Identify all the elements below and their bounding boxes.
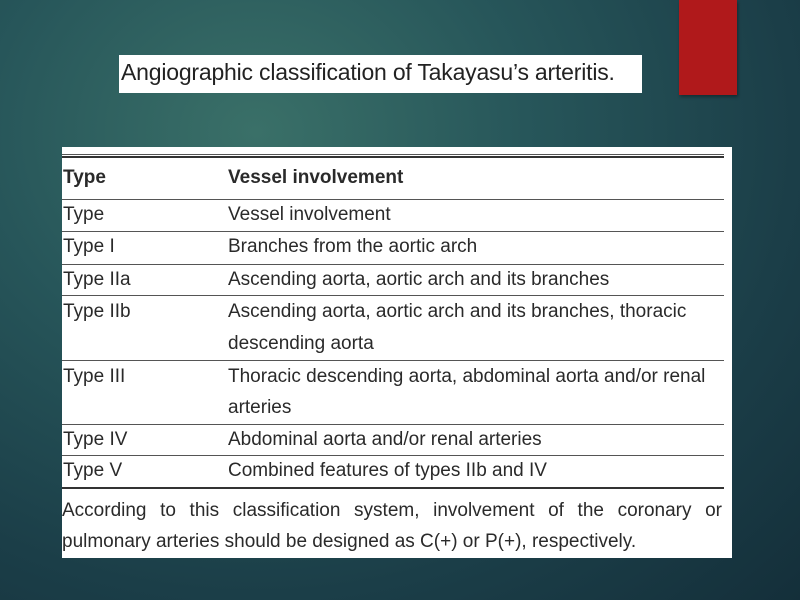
table-footnote: According to this classification system, involvement of the coronary or pulmonary arteries should be designed as C(+) or P(+), respectively.: [62, 500, 722, 552]
table-row-vessel: Branches from the aortic arch: [228, 236, 478, 257]
table-row-vessel: Combined features of types IIb and IV: [228, 460, 547, 481]
table-row-type: Type IIb: [63, 301, 131, 322]
table-row-type: Type V: [63, 460, 123, 481]
table-row-vessel: Thoracic descending aorta, abdominal aorta and/or renal: [228, 366, 706, 387]
header-rule: [62, 199, 724, 200]
table-row-vessel: Abdominal aorta and/or renal arteries: [228, 429, 542, 450]
table-row-vessel-continued: descending aorta: [228, 333, 374, 354]
table-row-vessel: Vessel involvement: [228, 204, 391, 225]
slide-title: [119, 55, 642, 93]
table-top-rule-thick: [62, 156, 724, 158]
classification-table: [62, 147, 732, 558]
table-row-vessel: Ascending aorta, aortic arch and its branches: [228, 269, 610, 290]
table-row-type: Type IIa: [63, 269, 131, 290]
table-row-type: Type I: [63, 236, 115, 257]
table-row-type: Type III: [63, 366, 126, 387]
slide-title-text: Angiographic classification of Takayasu’s arteritis.: [121, 59, 615, 85]
header-type: Type: [63, 167, 106, 188]
accent-bar: [679, 0, 737, 95]
table-bottom-rule: [62, 487, 724, 489]
table-top-rule: [62, 154, 724, 155]
table-row-vessel: Ascending aorta, aortic arch and its branches, thoracic: [228, 301, 687, 322]
table-row-type: Type IV: [63, 429, 128, 450]
table-row-type: Type: [63, 204, 105, 225]
table-row-vessel-continued: arteries: [228, 397, 292, 418]
header-vessel-involvement: Vessel involvement: [228, 167, 404, 188]
